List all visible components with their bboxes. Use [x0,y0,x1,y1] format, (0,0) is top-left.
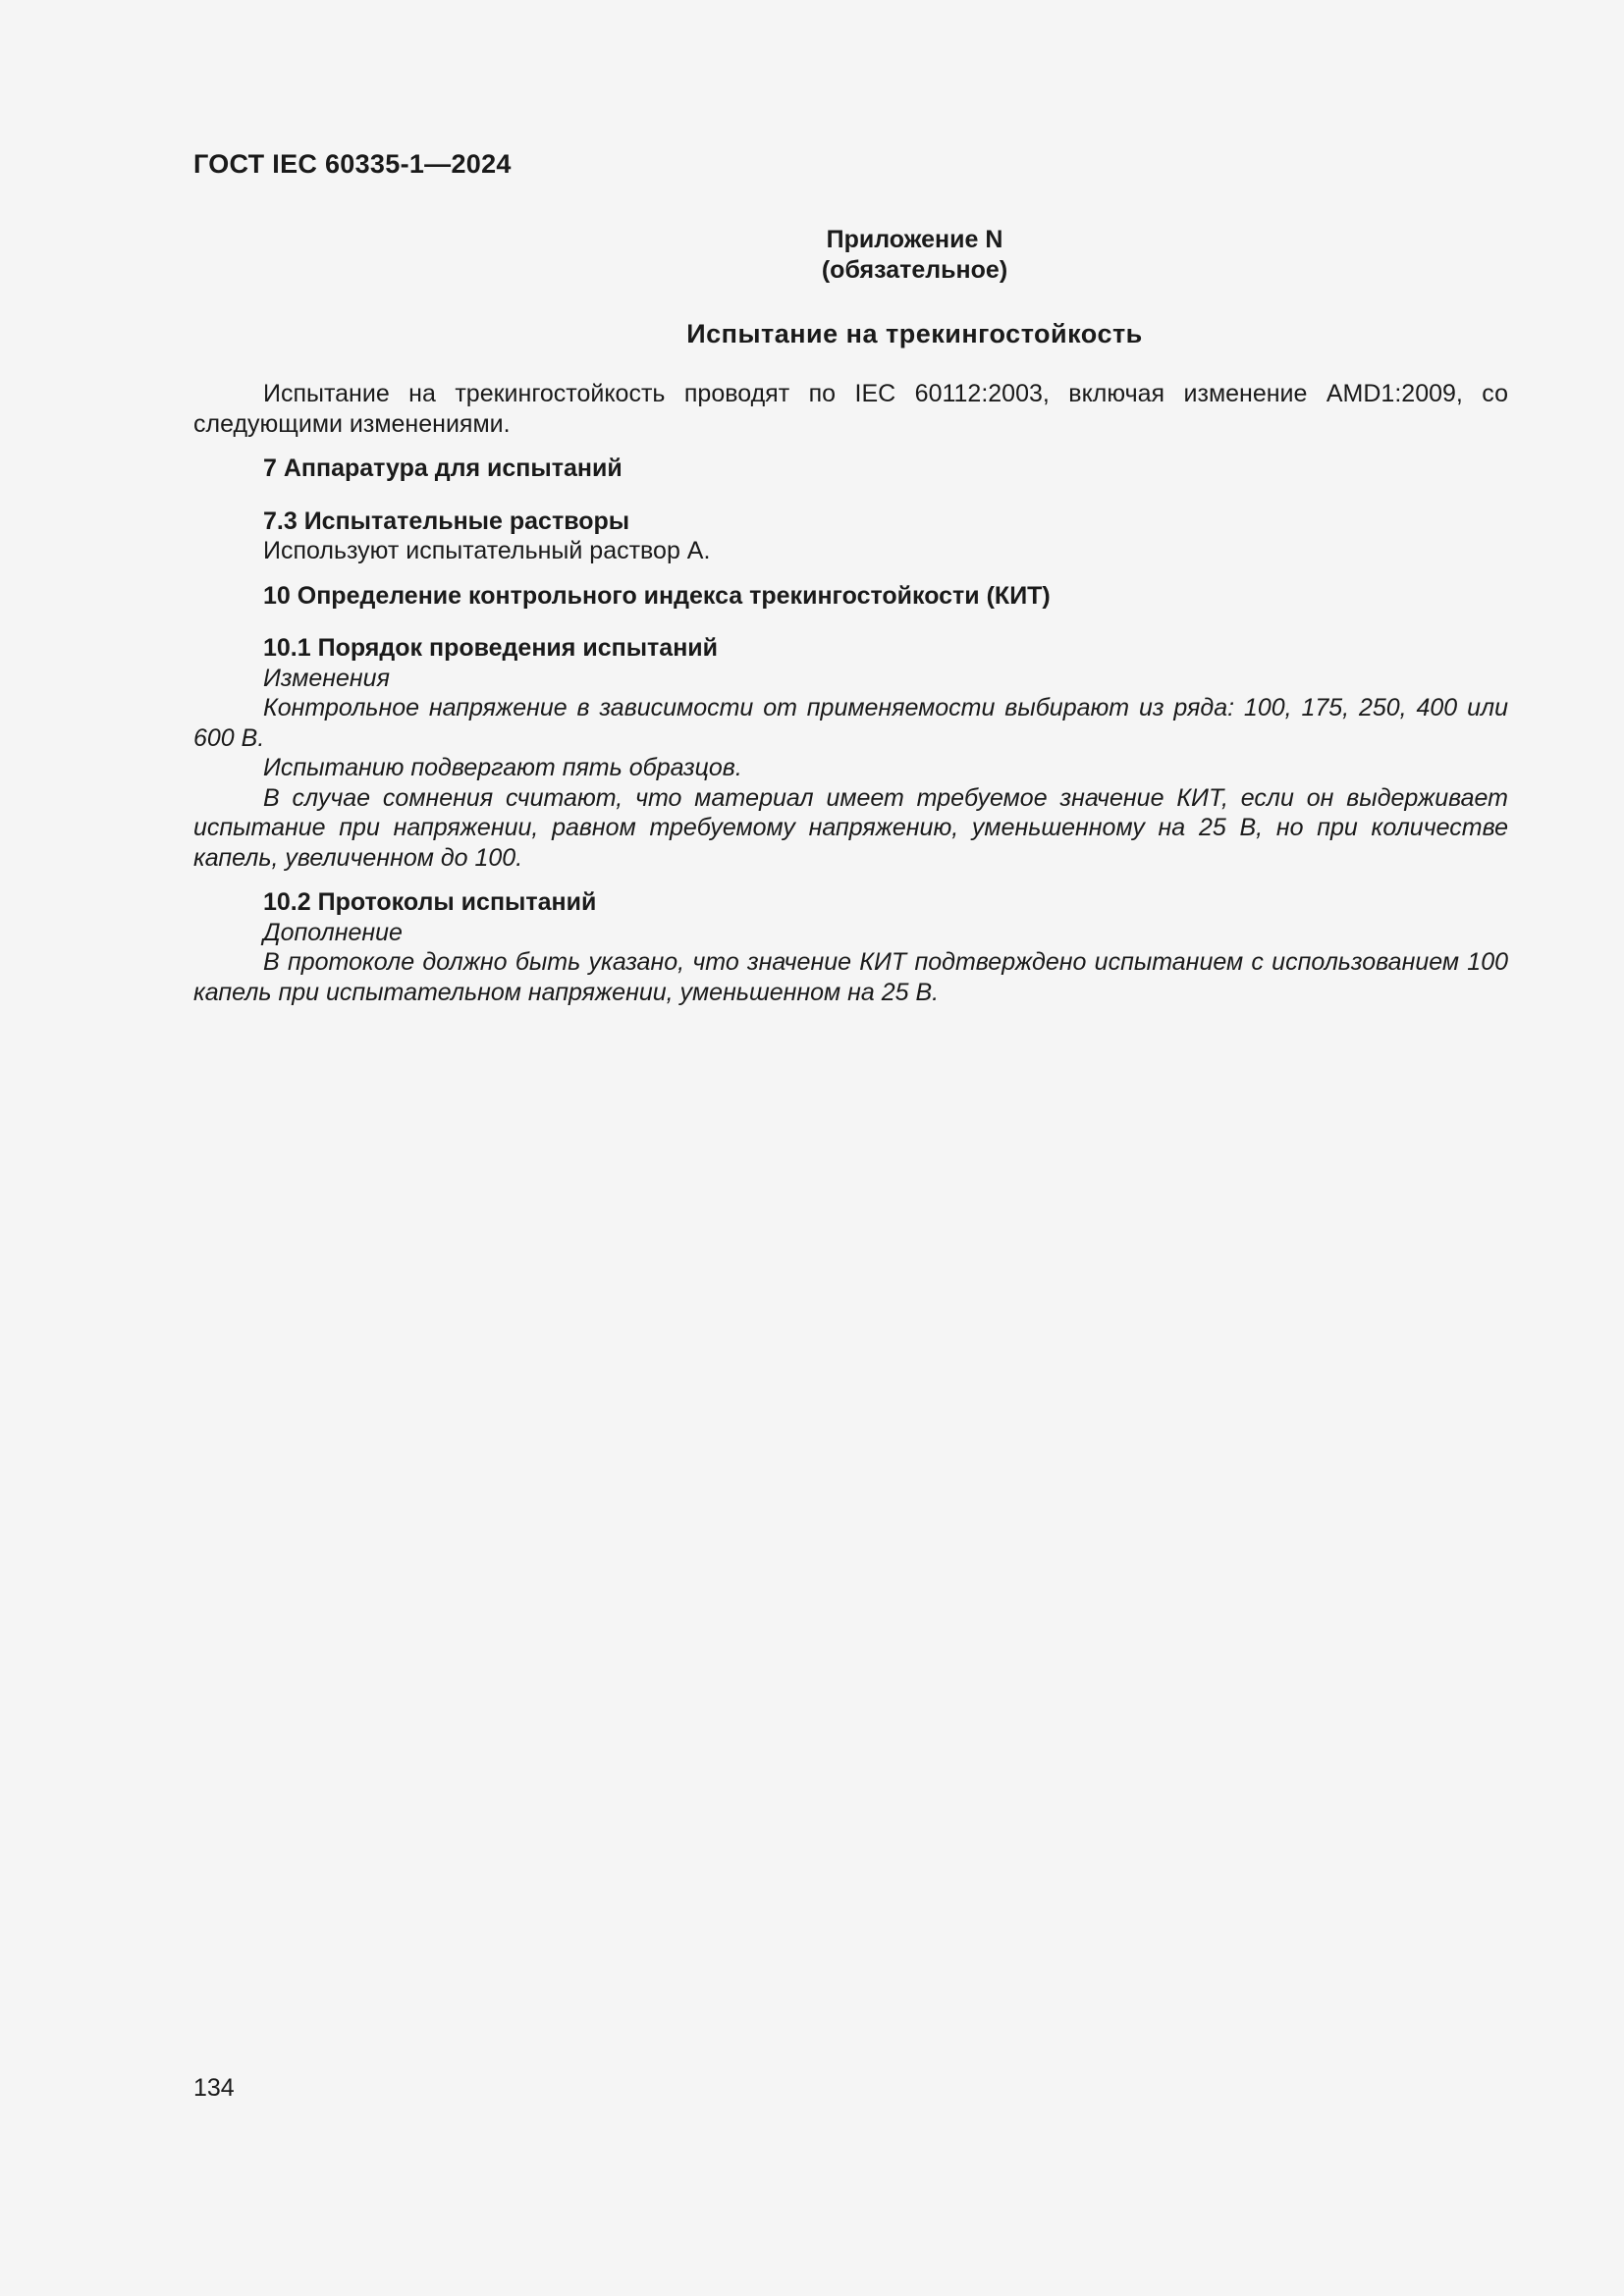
section-7-heading: 7 Аппаратура для испытаний [263,454,623,482]
annex-title: Испытание на трекингостойкость [686,319,1143,348]
section-10-1-paragraph-3: В случае сомнения считают, что материал имеет требуемое значение КИТ, если он выдерживает испытание при напряжении, равном требуемому напряжению, уменьшенному на 25 В, но при количестве капель, увеличенном до 100. [193,783,1508,872]
intro-paragraph: Испытание на трекингостойкость проводят по IEC 60112:2003, включая изменение AMD1:2009, со следующими изменениями. [193,380,1508,438]
document-body [193,379,1508,1007]
section-7-3-text: Используют испытательный раствор А. [263,537,711,564]
annex-label: Приложение N [826,226,1003,253]
section-10-1-paragraph-1: Контрольное напряжение в зависимости от применяемости выбирают из ряда: 100, 175, 250, 400 или 600 В. [193,694,1508,752]
section-7-3-heading: 7.3 Испытательные растворы [263,507,630,535]
annex-status: (обязательное) [821,256,1008,284]
section-10-1-heading: 10.1 Порядок проведения испытаний [263,634,719,662]
section-10-2-heading: 10.2 Протоколы испытаний [263,888,597,916]
section-10-1-paragraph-2: Испытанию подвергают пять образцов. [263,754,742,781]
document-code: ГОСТ IEC 60335-1—2024 [193,149,512,179]
section-10-2-paragraph-1: В протоколе должно быть указано, что значение КИТ подтверждено испытанием с использованием 100 капель при испытательном напряжении, уменьшенном на 25 В. [193,948,1508,1006]
section-10-1-label: Изменения [263,664,390,692]
section-10-heading: 10 Определение контрольного индекса трекингостойкости (КИТ) [263,581,1051,610]
section-10-2-label: Дополнение [263,918,403,946]
page-number: 134 [193,2074,235,2102]
annex-header [193,225,1508,286]
